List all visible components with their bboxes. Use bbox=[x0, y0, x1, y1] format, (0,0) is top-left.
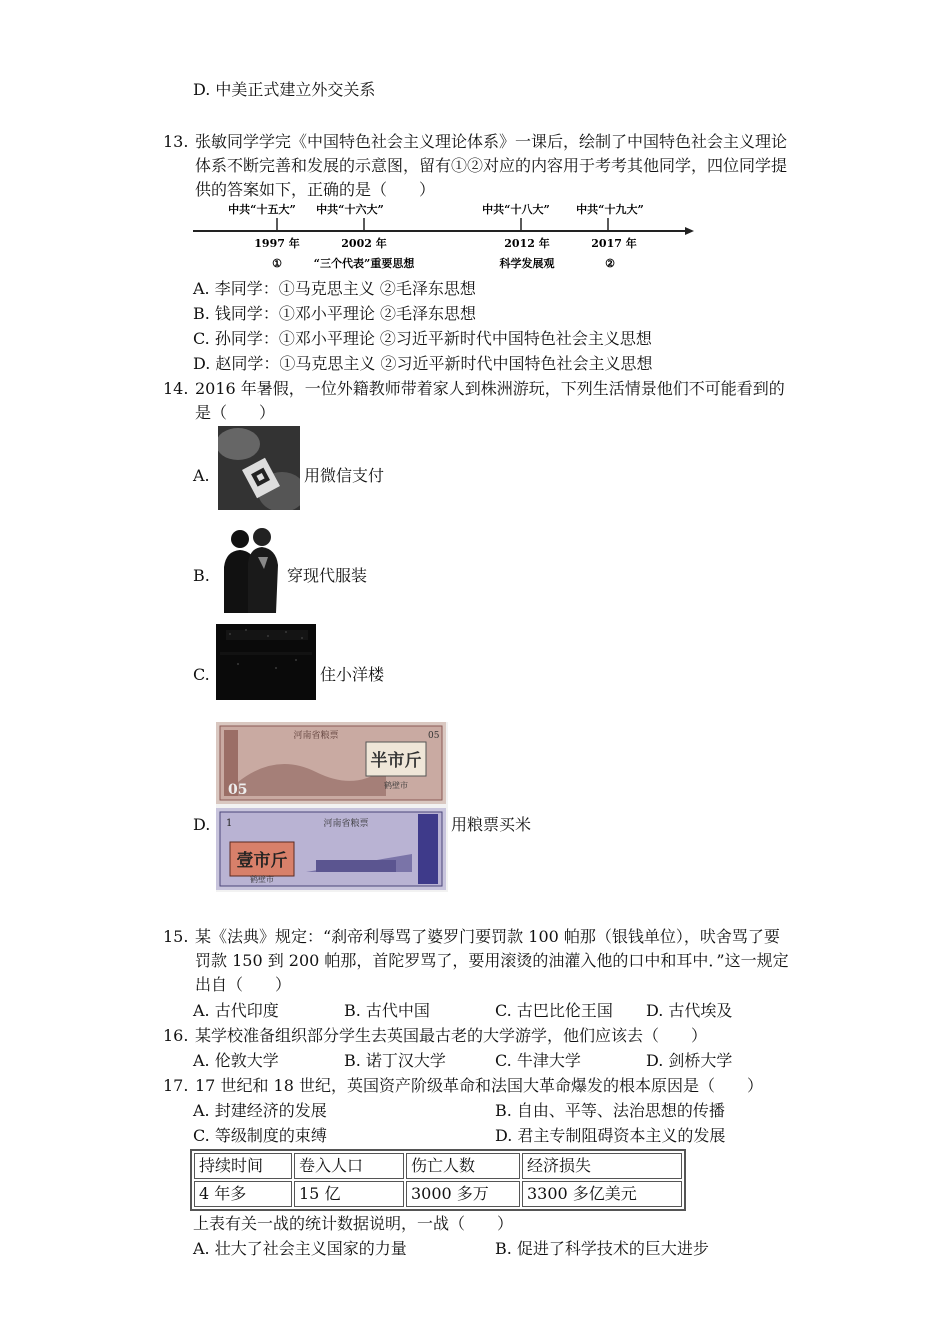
q15-option-b: B. 古代中国 bbox=[344, 1001, 430, 1020]
q13-option-c: C. 孙同学：①邓小平理论 ②习近平新时代中国特色社会主义思想 bbox=[193, 329, 652, 348]
year-label: 2017 年 bbox=[591, 237, 637, 250]
q15-option-d: D. 古代埃及 bbox=[646, 1001, 733, 1020]
q16-number: 16. bbox=[163, 1026, 189, 1045]
below-label: ② bbox=[605, 257, 615, 270]
q14-option-b-letter: B. bbox=[193, 566, 210, 585]
q17-option-b: B. 自由、平等、法治思想的传播 bbox=[495, 1101, 725, 1120]
q15-number: 15. bbox=[163, 927, 189, 946]
congress-label: 中共“十九大” bbox=[576, 203, 644, 216]
below-label: ① bbox=[272, 257, 282, 270]
congress-label: 中共“十八大” bbox=[482, 203, 550, 216]
year-label: 2012 年 bbox=[504, 237, 550, 250]
q17-option-a: A. 封建经济的发展 bbox=[193, 1101, 327, 1120]
table-cell: 15 亿 bbox=[294, 1181, 404, 1207]
q14-option-a-letter: A. bbox=[193, 466, 210, 485]
q14-number: 14. bbox=[163, 379, 189, 398]
year-label: 2002 年 bbox=[341, 237, 387, 250]
q17-number: 17. bbox=[163, 1076, 189, 1095]
q13-option-b: B. 钱同学：①邓小平理论 ②毛泽东思想 bbox=[193, 304, 477, 323]
below-label: 科学发展观 bbox=[499, 257, 555, 270]
q17-option-d: D. 君主专制阻碍资本主义的发展 bbox=[495, 1126, 726, 1145]
below-label: “三个代表”重要思想 bbox=[313, 257, 415, 270]
ticket-top-corner: 05 bbox=[428, 731, 440, 741]
table-cell: 3300 多亿美元 bbox=[522, 1181, 682, 1207]
table-header-cell: 卷入人口 bbox=[294, 1153, 404, 1179]
wechat-pay-photo bbox=[218, 426, 300, 510]
congress-label: 中共“十五大” bbox=[228, 203, 296, 216]
table-cell: 4 年多 bbox=[194, 1181, 292, 1207]
ticket-bottom-corner: 1 bbox=[226, 818, 233, 829]
q17-option-c: C. 等级制度的束缚 bbox=[193, 1126, 327, 1145]
congress-label: 中共“十六大” bbox=[316, 203, 384, 216]
q16-option-a: A. 伦敦大学 bbox=[193, 1051, 279, 1070]
ticket-top-value: 半市斤 bbox=[370, 751, 422, 771]
q14-option-c-letter: C. bbox=[193, 665, 210, 684]
table-header-cell: 经济损失 bbox=[522, 1153, 682, 1179]
q18-option-b: B. 促进了科学技术的巨大进步 bbox=[495, 1239, 709, 1258]
q15-option-c: C. 古巴比伦王国 bbox=[495, 1001, 613, 1020]
ticket-top-num: 05 bbox=[228, 782, 248, 798]
ww1-statistics-table bbox=[190, 1149, 686, 1211]
q13-option-a: A. 李同学：①马克思主义 ②毛泽东思想 bbox=[193, 279, 476, 298]
q13-number: 13. bbox=[163, 132, 189, 151]
modern-clothing-photo bbox=[218, 527, 282, 613]
timeline-arrow-icon bbox=[685, 227, 694, 235]
small-villa-photo bbox=[216, 624, 316, 700]
q14-option-b-caption: 穿现代服装 bbox=[287, 566, 368, 585]
q13-stem: 张敏同学学完《中国特色社会主义理论体系》一课后，绘制了中国特色社会主义理论体系不断完善和发展的示意图，留有①②对应的内容用于考考其他同学，四位同学提供的答案如下，正确的是（ ） bbox=[195, 132, 788, 199]
ticket-top-issuer: 鹤壁市 bbox=[384, 781, 408, 790]
q15-stem: 某《法典》规定：“刹帝利辱骂了婆罗门要罚款 100 帕那（银钱单位），吠舍骂了要罚款 150 到 200 帕那，首陀罗骂了，要用滚烫的油灌入他的口中和耳中．”这一规定出自（ ） bbox=[195, 927, 789, 994]
q13-timeline-diagram bbox=[190, 198, 700, 278]
q16-option-d: D. 剑桥大学 bbox=[646, 1051, 733, 1070]
q14-option-c-caption: 住小洋楼 bbox=[320, 665, 385, 684]
q14-stem: 2016 年暑假，一位外籍教师带着家人到株洲游玩，下列生活情景他们不可能看到的是（ ） bbox=[195, 379, 785, 422]
q16-stem: 某学校准备组织部分学生去英国最古老的大学游学，他们应该去（ ） bbox=[195, 1026, 708, 1045]
q14-option-a-caption: 用微信支付 bbox=[304, 466, 385, 485]
ticket-bottom-header: 河南省粮票 bbox=[323, 819, 369, 829]
q13-option-d: D. 赵同学：①马克思主义 ②习近平新时代中国特色社会主义思想 bbox=[193, 354, 653, 373]
q18-option-a: A. 壮大了社会主义国家的力量 bbox=[193, 1239, 407, 1258]
ticket-bottom-value: 壹市斤 bbox=[236, 851, 288, 871]
year-label: 1997 年 bbox=[254, 237, 300, 250]
table-row bbox=[194, 1181, 682, 1207]
grain-ticket-photo bbox=[216, 722, 448, 892]
table-header-cell: 伤亡人数 bbox=[406, 1153, 520, 1179]
q14-option-d-caption: 用粮票买米 bbox=[451, 815, 532, 834]
ticket-bottom-issuer: 鹤壁市 bbox=[250, 875, 274, 884]
ticket-top-header: 河南省粮票 bbox=[293, 731, 339, 741]
q18-stem: 上表有关一战的统计数据说明，一战（ ） bbox=[193, 1214, 514, 1233]
table-cell: 3000 多万 bbox=[406, 1181, 520, 1207]
q12-option-d: D. 中美正式建立外交关系 bbox=[193, 80, 376, 99]
q15-option-a: A. 古代印度 bbox=[193, 1001, 279, 1020]
table-header-row bbox=[194, 1153, 682, 1179]
q16-option-c: C. 牛津大学 bbox=[495, 1051, 581, 1070]
q16-option-b: B. 诺丁汉大学 bbox=[344, 1051, 446, 1070]
q17-stem: 17 世纪和 18 世纪，英国资产阶级革命和法国大革命爆发的根本原因是（ ） bbox=[195, 1076, 763, 1095]
q14-option-d-letter: D. bbox=[193, 815, 211, 834]
table-header-cell: 持续时间 bbox=[194, 1153, 292, 1179]
